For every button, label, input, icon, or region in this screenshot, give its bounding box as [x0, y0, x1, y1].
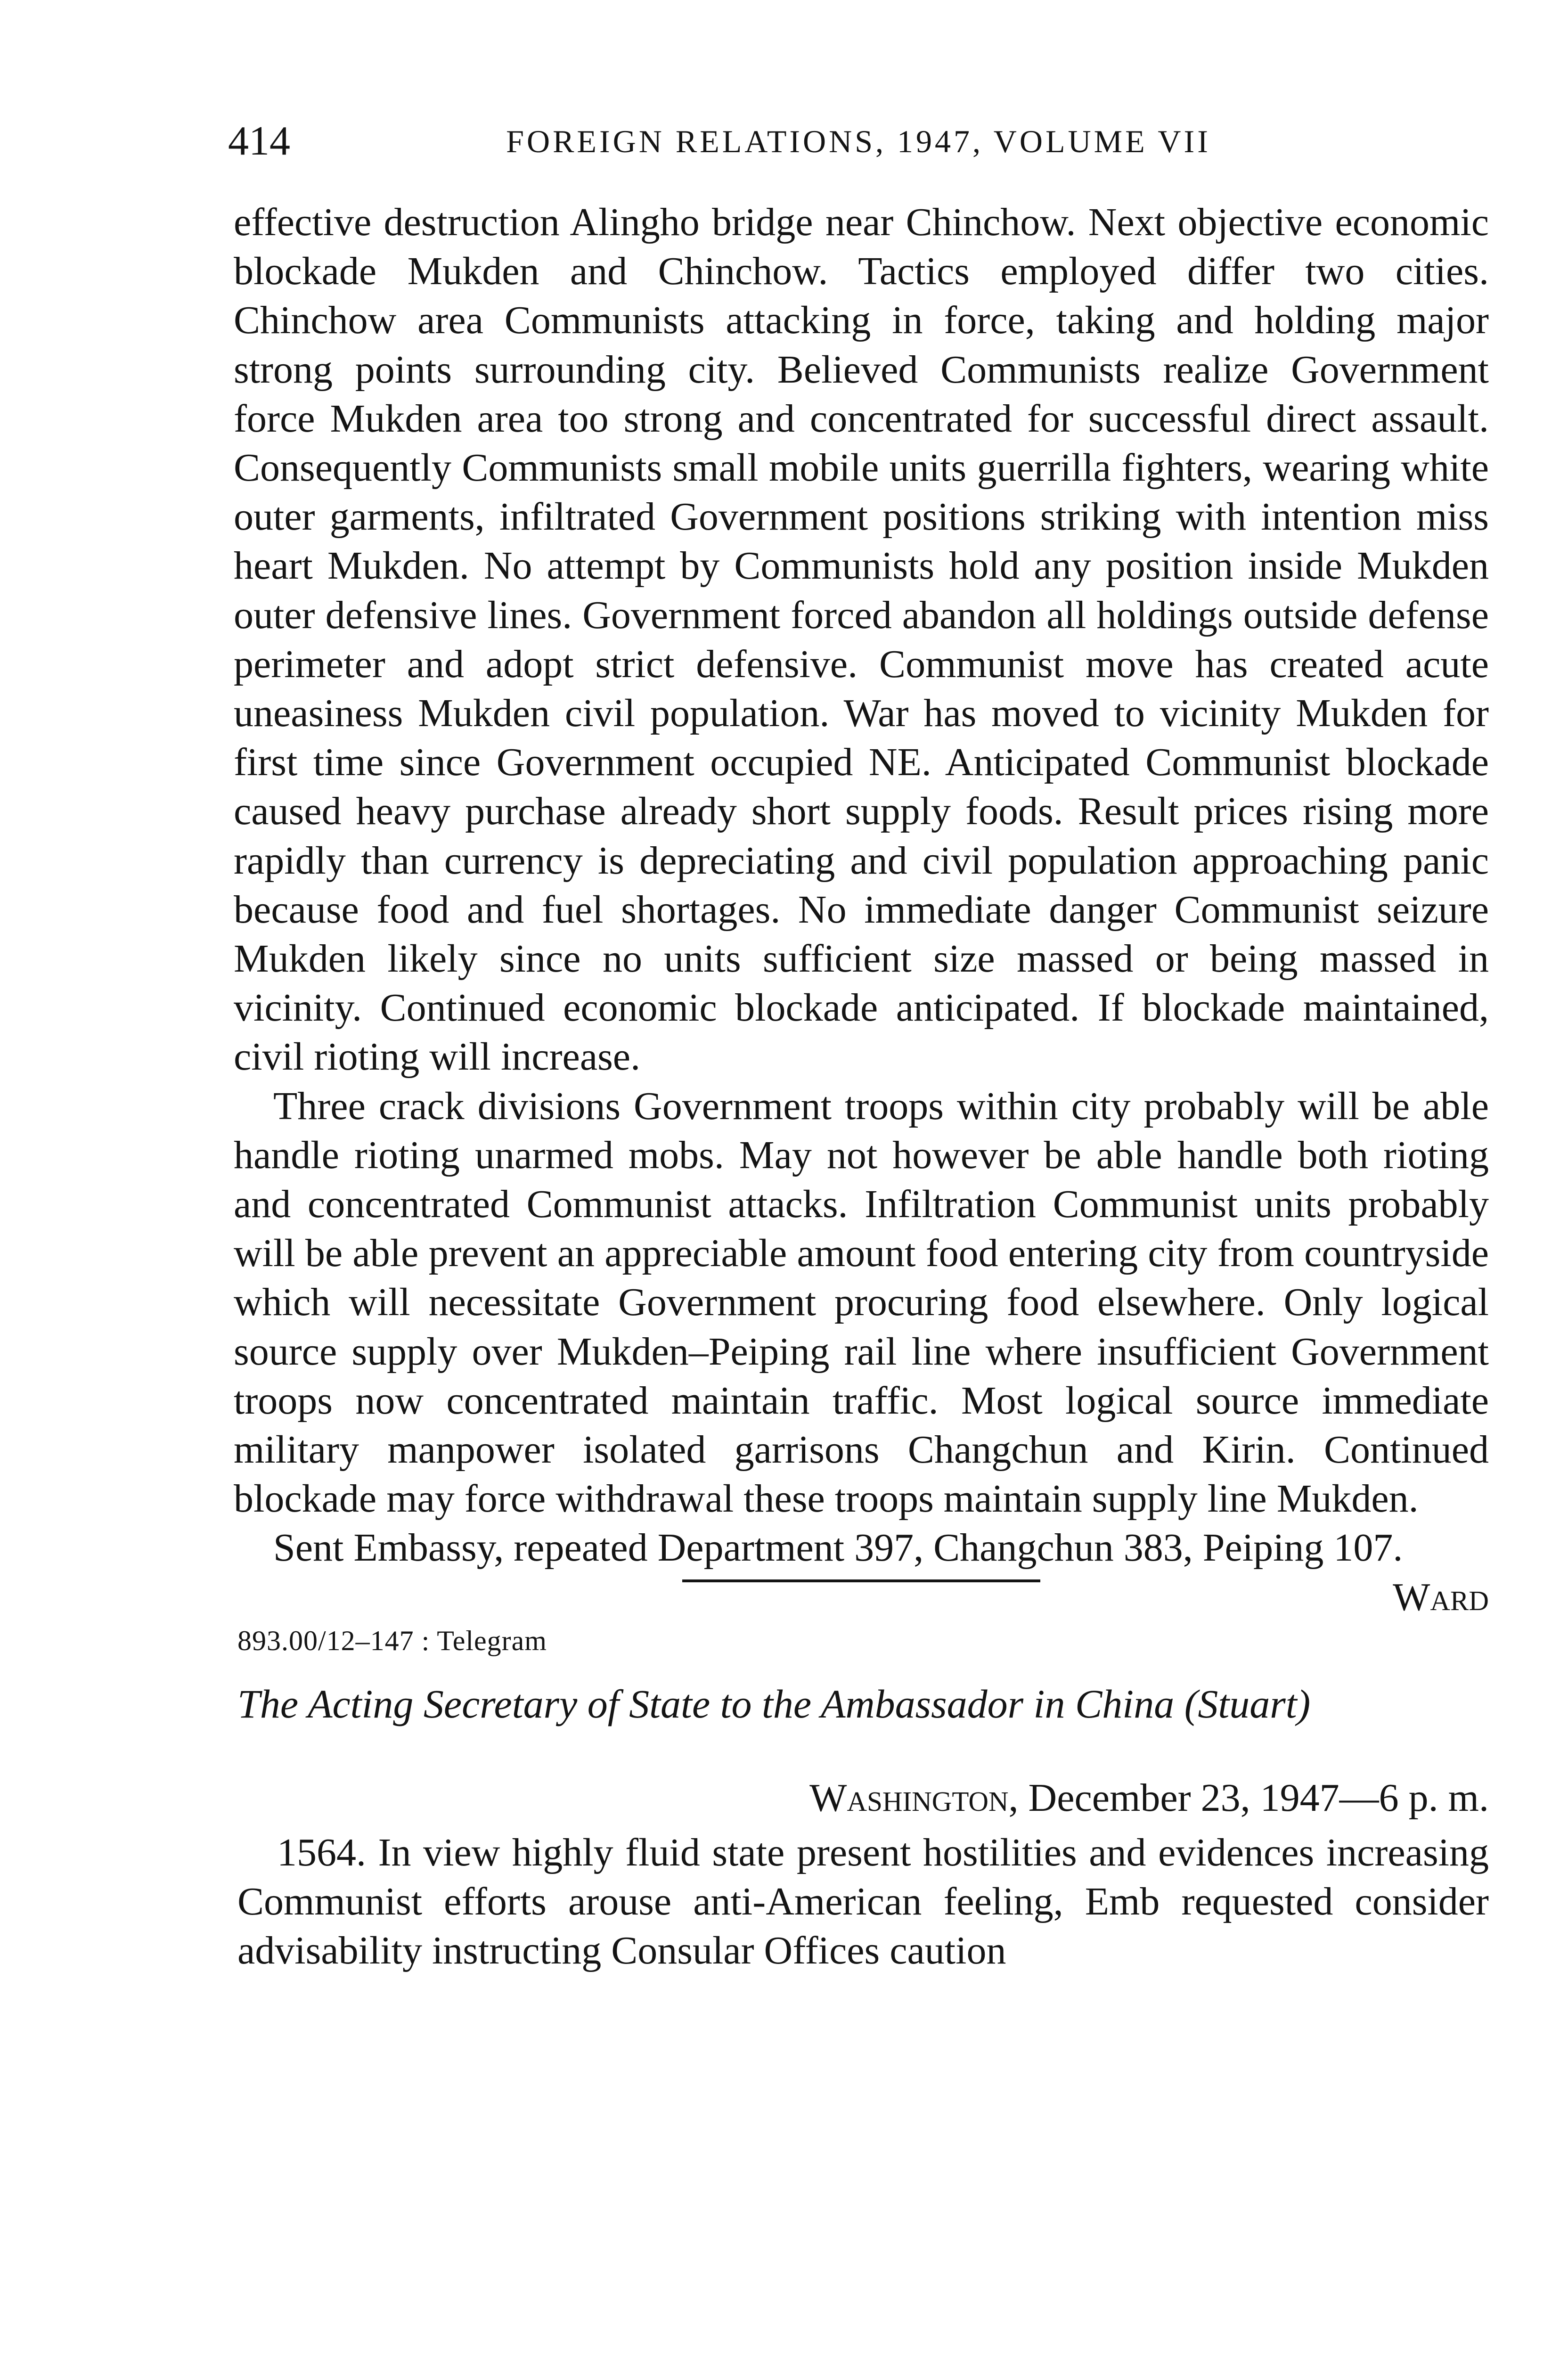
dateline — [237, 1774, 1489, 1823]
telegram-body — [234, 198, 1489, 1622]
running-title: FOREIGN RELATIONS, 1947, VOLUME VII — [506, 123, 1211, 159]
next-document — [237, 1621, 1489, 1975]
document-body — [237, 1828, 1489, 1975]
document-title: The Acting Secretary of State to the Ambassador in China (Stuart) — [237, 1681, 1311, 1726]
dateline-date: , December 23, 1947—6 p. m. — [1008, 1776, 1489, 1820]
body-paragraph: Sent Embassy, repeated Department 397, Changchun 383, Peiping 107. — [273, 1526, 1403, 1570]
dateline-place: Washington — [809, 1776, 1009, 1820]
body-paragraph: effective destruction Alingho bridge near Chinchow. Next objective economic blockade Mukden and Chinchow. Tactics employed differ two cities. Chinchow area Communists attacking in force, taking and holding major strong points surrounding city. Believed Communists realize Government force Mukden area too strong and concentrated for successful direct assault. Consequently Communists small mobile units guerrilla fighters, wearing white outer garments, infiltrated Government positions striking with intention miss heart Mukden. No attempt by Communists hold any position inside Mukden outer defensive lines. Government forced abandon all holdings outside defense perimeter and adopt strict defensive. Communist move has created acute uneasiness Mukden civil population. War has moved to vicinity Mukden for first time since Government occupied NE. Anticipated Communist blockade caused heavy purchase already short supply foods. Result prices rising more rapidly than currency is depreciating and civil population approaching panic because food and fuel shortages. No immediate danger Communist seizure Mukden likely since no units sufficient size massed or being massed in vicinity. Continued economic blockade anticipated. If blockade maintained, civil rioting will increase. — [234, 200, 1489, 1079]
signature: Ward — [1393, 1575, 1489, 1619]
body-paragraph: 1564. In view highly fluid state present hostilities and evidences increasing Communist efforts arouse anti-American feeling, Emb requested consider advisability instructing Consular Offices caution — [237, 1831, 1489, 1972]
document-file-number: 893.00/12–147 : Telegram — [237, 1625, 547, 1656]
body-paragraph: Three crack divisions Government troops within city probably will be able handle rioting unarmed mobs. May not however be able handle both rioting and concentrated Communist attacks. Infiltration Communist units probably will be able prevent an appreciable amount food entering city from countryside which will necessitate Government procuring food elsewhere. Only logical source supply over Mukden–Peiping rail line where insufficient Government troops now concentrated maintain traffic. Most logical source immediate military manpower isolated garrisons Changchun and Kirin. Continued blockade may force withdrawal these troops maintain supply line Mukden. — [234, 1084, 1489, 1521]
page-number: 414 — [228, 118, 290, 164]
page-header — [228, 113, 1489, 170]
section-divider — [682, 1579, 1040, 1582]
